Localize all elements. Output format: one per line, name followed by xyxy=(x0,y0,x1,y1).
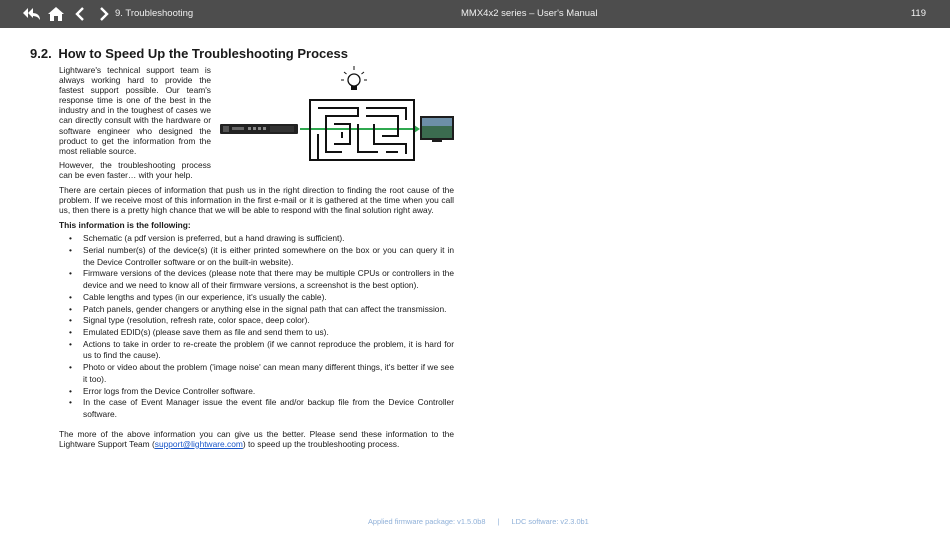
list-item: • Actions to take in order to re-create the problem (if we cannot reproduce the problem, it is hard for us to find the cause). xyxy=(59,339,454,362)
list-item: • Error logs from the Device Controller software. xyxy=(59,386,454,398)
back-return-button[interactable] xyxy=(22,4,42,24)
list-item: • Cable lengths and types (in our experience, it's usually the cable). xyxy=(59,292,454,304)
information-list xyxy=(59,233,454,420)
next-page-button[interactable] xyxy=(94,4,114,24)
home-button[interactable] xyxy=(46,4,66,24)
firmware-version: Applied firmware package: v1.5.0b8 xyxy=(368,517,486,526)
troubleshooting-illustration xyxy=(218,64,458,168)
top-bar xyxy=(0,0,950,28)
chevron-left-icon xyxy=(74,6,86,22)
double-back-arrow-icon xyxy=(22,6,42,22)
page-number: 119 xyxy=(910,8,926,19)
home-icon xyxy=(47,6,65,22)
footer xyxy=(368,517,589,526)
closing-text: The more of the above information you can give us the better. Please send these information to the Lightware Support Team ( xyxy=(59,428,454,449)
chapter-link[interactable]: 9. Troubleshooting xyxy=(115,8,194,19)
lightbulb-icon xyxy=(341,66,367,90)
body-paragraph: There are certain pieces of information that push us in the right direction to finding the root cause of the problem. If we receive most of this information in the first e-mail or it is gathered at the time when you call us, then there is a pretty high chance that we will be able to respond with the final solution right away. xyxy=(59,185,454,216)
list-heading: This information is the following: xyxy=(59,220,191,231)
body-text xyxy=(59,185,454,454)
nav-buttons xyxy=(22,4,114,24)
list-item: • Serial number(s) of the device(s) (it is either printed somewhere on the box or you can query it in the Device Controller software or on the built-in website). xyxy=(59,245,454,268)
ldc-version: LDC software: v2.3.0b1 xyxy=(511,517,589,526)
closing-text: ) to speed up the troubleshooting process. xyxy=(242,438,400,449)
document-title: MMX4x2 series – User's Manual xyxy=(461,8,598,19)
matrix-device-icon xyxy=(220,124,298,134)
list-item: • Signal type (resolution, refresh rate, color space, deep color). xyxy=(59,315,454,327)
intro-paragraph: However, the troubleshooting process can be even faster… with your help. xyxy=(59,159,211,180)
intro-text xyxy=(59,65,211,184)
list-item: • Photo or video about the problem ('image noise' can mean many different things, it's better if we see it too). xyxy=(59,362,454,385)
section-heading xyxy=(30,46,348,61)
intro-paragraph: Lightware's technical support team is always working hard to provide the fastest support possible. Our team's response time is one of the best in the industry and in the toughest of cases we can directly consult with the hardware or software engineer who designed the product to get the information from the most reliable source. xyxy=(59,65,211,156)
display-icon xyxy=(420,116,454,142)
closing-paragraph xyxy=(59,429,454,449)
footer-separator: | xyxy=(497,517,500,526)
list-item: • Schematic (a pdf version is preferred, but a hand drawing is sufficient). xyxy=(59,233,454,245)
section-number: 9.2. xyxy=(30,46,52,61)
previous-page-button[interactable] xyxy=(70,4,90,24)
signal-arrow xyxy=(300,125,420,133)
list-item: • Firmware versions of the devices (please note that there may be multiple CPUs or controllers in the device and we need to know all of their firmware versions, a screenshot is the best option). xyxy=(59,268,454,291)
list-item: • Emulated EDID(s) (please save them as file and send them to us). xyxy=(59,327,454,339)
list-item: • In the case of Event Manager issue the event file and/or backup file from the Device Controller software. xyxy=(59,397,454,420)
list-item: • Patch panels, gender changers or anything else in the signal path that can affect the transmission. xyxy=(59,304,454,316)
support-email-link[interactable]: support@lightware.com xyxy=(154,438,243,449)
section-title: How to Speed Up the Troubleshooting Process xyxy=(58,46,348,61)
chevron-right-icon xyxy=(98,6,110,22)
